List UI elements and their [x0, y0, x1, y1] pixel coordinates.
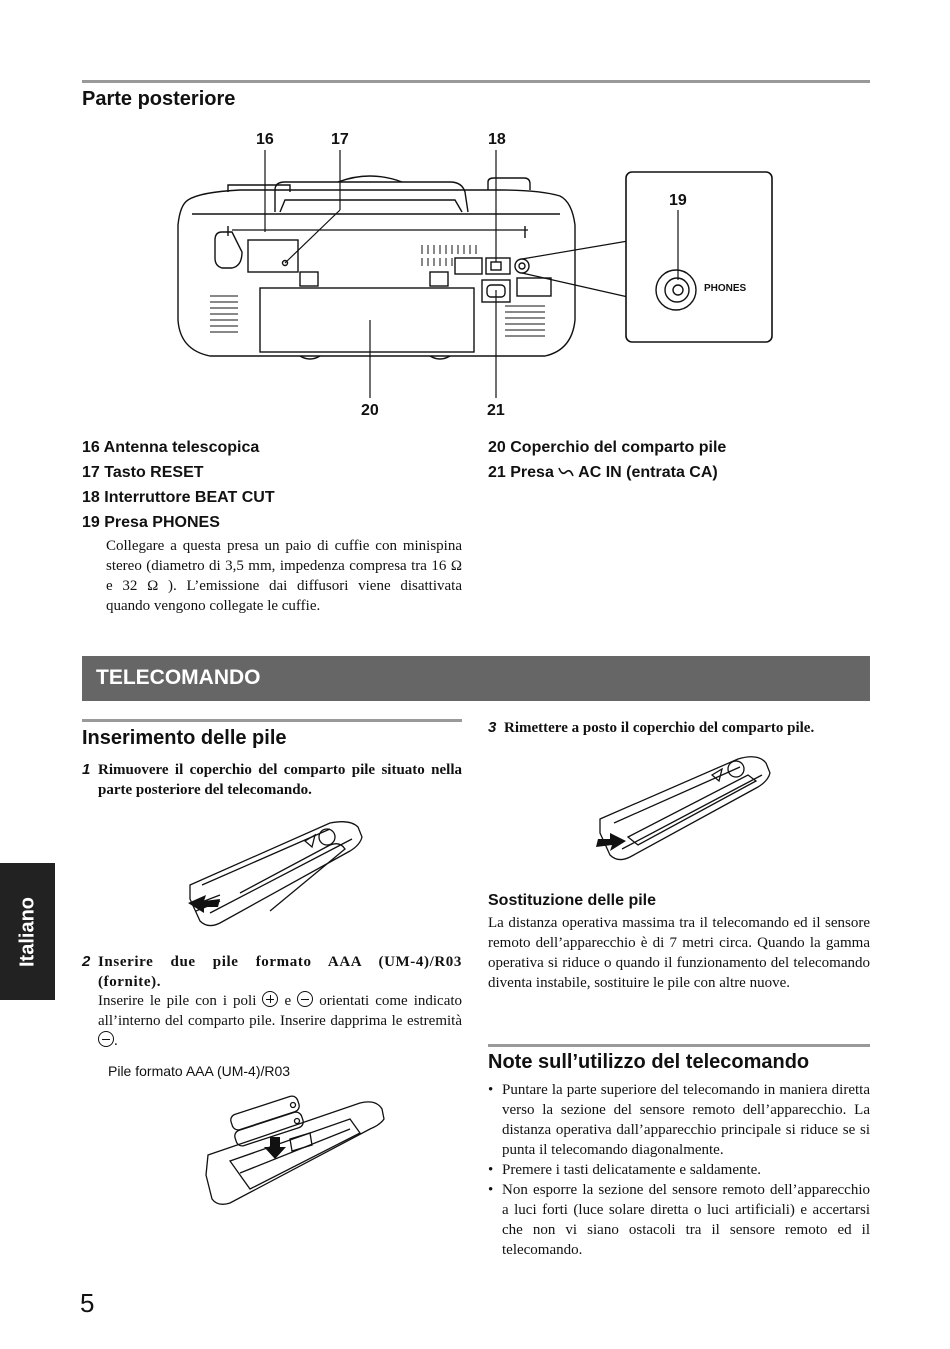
step-2: 2 Inserire due pile formato AAA (UM-4)/R03 (fornite).	[82, 953, 462, 990]
battery-insertion-illustration	[200, 1085, 400, 1210]
section-bar-telecomando: TELECOMANDO	[82, 656, 870, 701]
item-17: 17 Tasto RESET	[82, 464, 204, 481]
phones-description: Collegare a questa presa un paio di cuffie con minispina stereo (diametro di 3,5 mm, impedenza compresa tra 16 Ω e 32 Ω ). L’emissione dai diffusori viene disattivata quando vengono collegate le cuffie.	[106, 538, 462, 614]
note-item: • Non esporre la sezione del sensore remoto dell’apparecchio a luci forti (luce solare diretta o luci artificiali) e accertarsi che non vi siano ostacoli tra il sensore remoto ed il telecomando.	[488, 1180, 870, 1260]
insert-title: Inserimento delle pile	[82, 727, 287, 749]
note-item: • Premere i tasti delicatamente e saldamente.	[488, 1160, 870, 1180]
item-16: 16 Antenna telescopica	[82, 439, 260, 456]
page-number: 5	[80, 1288, 95, 1318]
step-1: 1 Rimuovere il coperchio del comparto pile situato nella parte posteriore del telecomando.	[82, 761, 462, 798]
callout-19: 19	[669, 192, 687, 209]
note-item: • Puntare la parte superiore del telecomando in maniera diretta verso la sezione del sensore remoto dell’apparecchio. La distanza operativa dall’apparecchio principale si riduce se si punta il telecomando diagonalmente.	[488, 1080, 870, 1160]
ac-wave-icon	[558, 466, 574, 478]
item-20: 20 Coperchio del comparto pile	[488, 439, 727, 456]
notes-title: Note sull’utilizzo del telecomando	[488, 1051, 810, 1073]
plus-pole-icon	[262, 991, 278, 1007]
rear-items-left	[82, 439, 462, 616]
insert-rule	[82, 719, 462, 722]
remote-cover-replace-illustration	[588, 745, 778, 870]
remote-cover-removal-illustration	[180, 815, 370, 935]
callout-20: 20	[361, 402, 379, 419]
step-2-text: Inserire le pile con i poli e orientati come indicato all’interno del comparto pile. Inserire dapprima le estremità .	[98, 993, 463, 1049]
item-19: 19 Presa PHONES	[82, 514, 220, 531]
callout-16: 16	[256, 131, 274, 148]
callout-18: 18	[488, 131, 506, 148]
replace-text: La distanza operativa massima tra il telecomando ed il sensore remoto dell’apparecchio è di 7 metri circa. Quando la gamma operativa si riduce o quando il funzionamento del telecomando diventa instabile, sostituire le pile con altre nuove.	[488, 915, 870, 991]
item-21: 21 Presa AC IN (entrata CA)	[488, 464, 718, 481]
notes-rule	[488, 1044, 870, 1047]
battery-label: Pile formato AAA (UM-4)/R03	[108, 1063, 291, 1079]
item-18: 18 Interruttore BEAT CUT	[82, 489, 275, 506]
callout-21: 21	[487, 402, 505, 419]
minus-pole-icon	[297, 991, 313, 1007]
rear-items-right	[488, 439, 870, 489]
callout-17: 17	[331, 131, 349, 148]
rear-panel-diagram	[170, 125, 780, 425]
language-tab: Italiano	[0, 863, 55, 1000]
step-3: 3 Rimettere a posto il coperchio del comparto pile.	[488, 719, 815, 736]
phones-label: PHONES	[704, 283, 747, 294]
notes-list	[488, 1080, 870, 1260]
rear-section-title: Parte posteriore	[82, 88, 236, 110]
minus-end-icon	[98, 1031, 114, 1047]
replace-title: Sostituzione delle pile	[488, 892, 657, 909]
top-rule	[82, 80, 870, 83]
